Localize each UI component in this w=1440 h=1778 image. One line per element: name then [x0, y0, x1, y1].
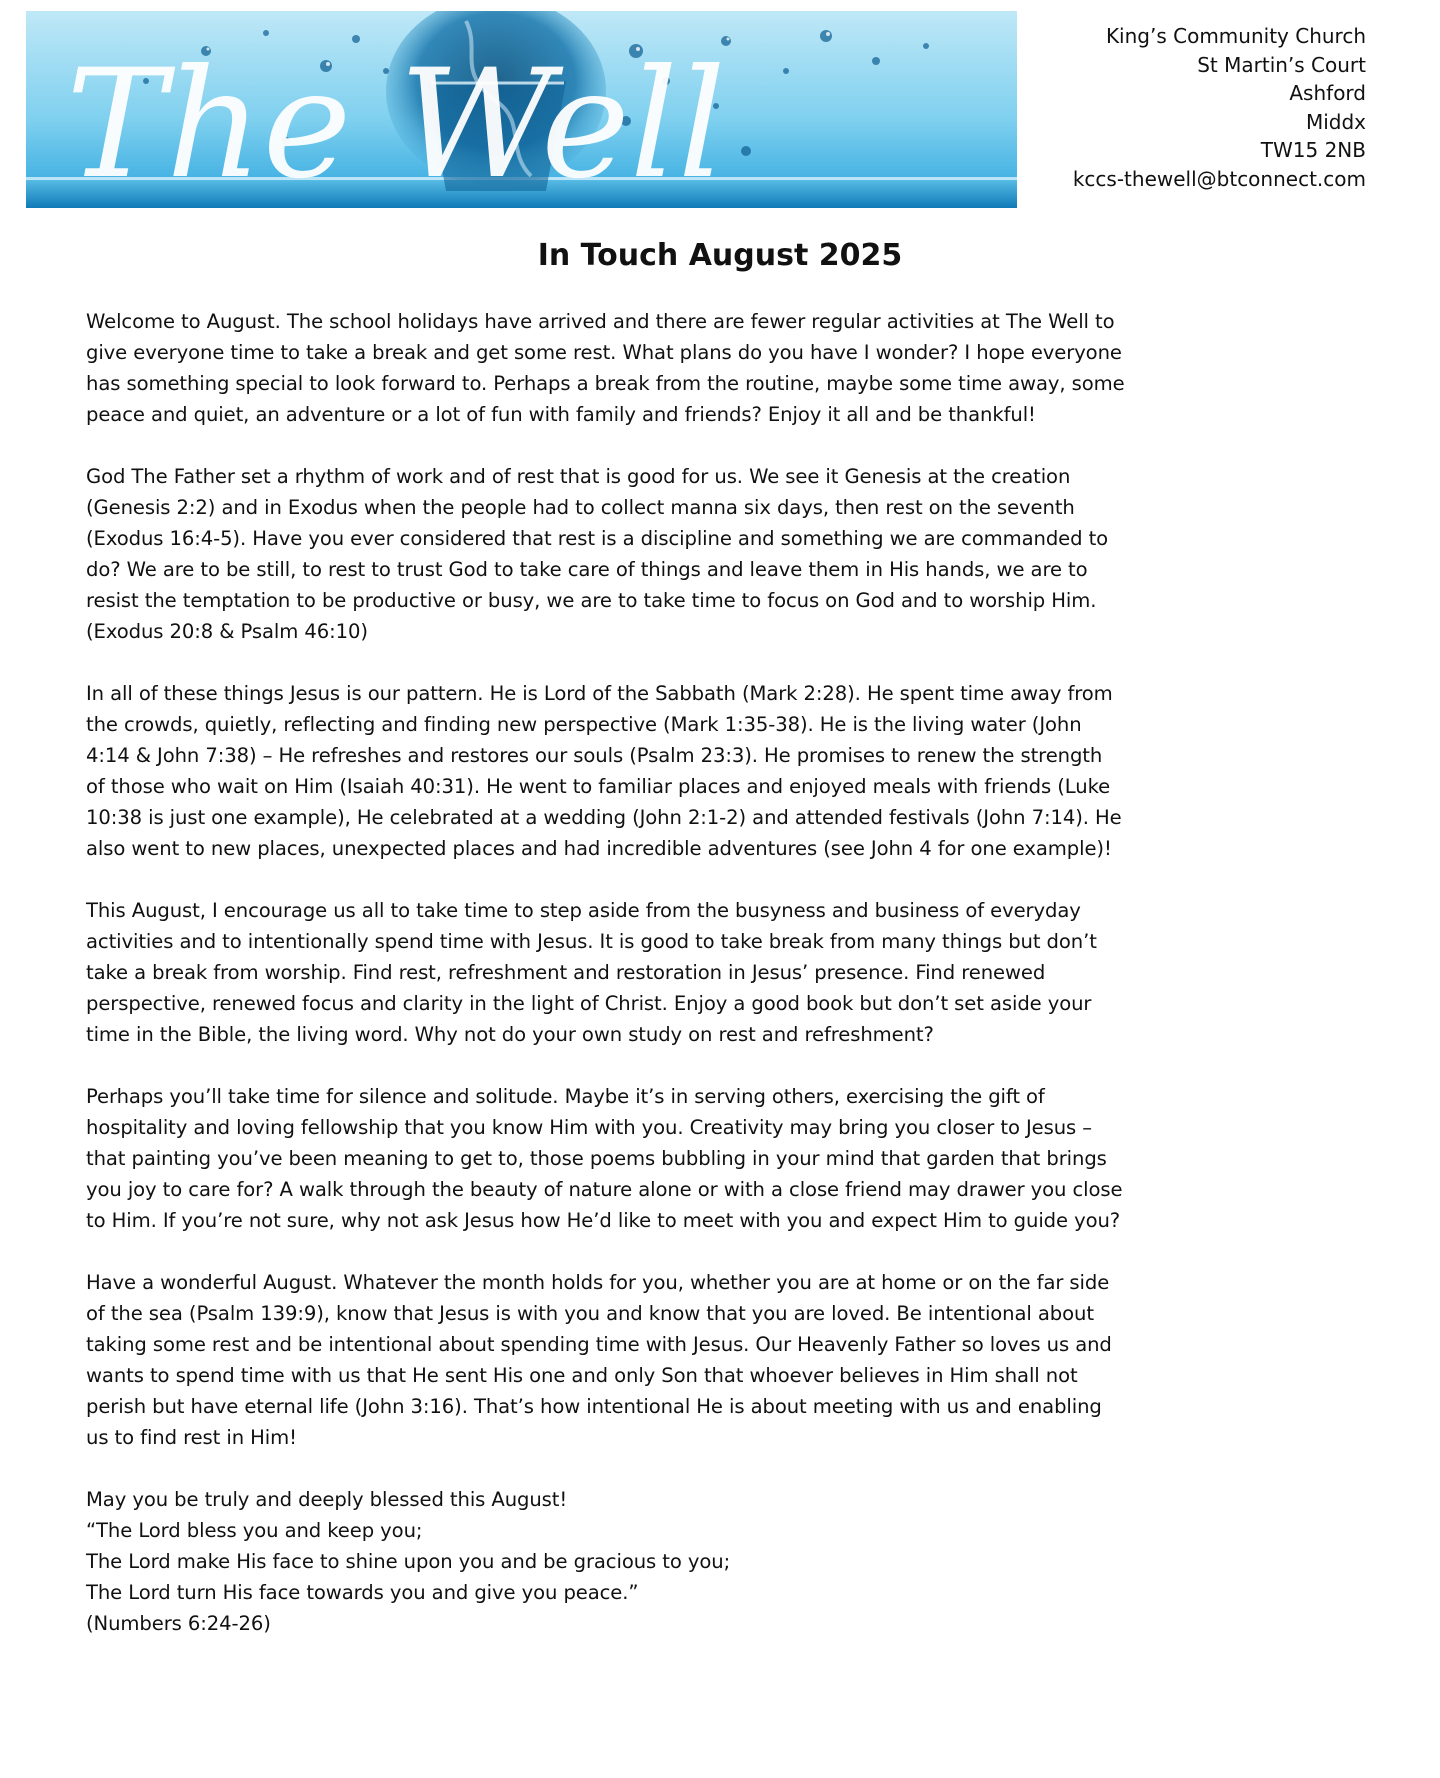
paragraph-line: wants to spend time with us that He sent His one and only Son that whoever believes in Him shall not — [86, 1364, 1078, 1387]
paragraph-line: of the sea (Psalm 139:9), know that Jesus is with you and know that you are loved. Be intentional about — [86, 1302, 1094, 1325]
paragraph-wonderful-august — [86, 1267, 1366, 1453]
address-line-court: St Martin’s Court — [1197, 52, 1366, 77]
paragraph-line: Have a wonderful August. Whatever the month holds for you, whether you are at home or on the far side — [86, 1271, 1110, 1294]
paragraph-line: 10:38 is just one example), He celebrated at a wedding (John 2:1-2) and attended festivals (John 7:14). He — [86, 806, 1122, 829]
paragraph-rhythm-of-rest — [86, 461, 1366, 647]
paragraph-line: perish but have eternal life (John 3:16). That’s how intentional He is about meeting with us and enabling — [86, 1395, 1102, 1418]
paragraph-line: to Him. If you’re not sure, why not ask Jesus how He’d like to meet with you and expect Him to guide you? — [86, 1209, 1121, 1232]
paragraph-line: In all of these things Jesus is our pattern. He is Lord of the Sabbath (Mark 2:28). He spent time away from — [86, 682, 1113, 705]
address-line-county: Middx — [1305, 109, 1366, 134]
paragraph-line: resist the temptation to be productive or busy, we are to take time to focus on God and to worship Him. — [86, 589, 1097, 612]
paragraph-line: has something special to look forward to. Perhaps a break from the routine, maybe some time away, some — [86, 372, 1125, 395]
paragraph-line: May you be truly and deeply blessed this August! — [86, 1488, 568, 1511]
church-address — [1026, 22, 1366, 193]
paragraph-welcome — [86, 306, 1366, 430]
paragraph-line: taking some rest and be intentional about spending time with Jesus. Our Heavenly Father so loves us and — [86, 1333, 1112, 1356]
paragraph-line: give everyone time to take a break and get some rest. What plans do you have I wonder? I hope everyone — [86, 341, 1122, 364]
the-well-banner — [26, 11, 1017, 208]
paragraph-jesus-pattern — [86, 678, 1366, 864]
paragraph-line: that painting you’ve been meaning to get to, those poems bubbling in your mind that garden that brings — [86, 1147, 1107, 1170]
address-line-church: King’s Community Church — [1105, 24, 1366, 48]
paragraph-line: do? We are to be still, to rest to trust God to take care of things and leave them in His hands, we are to — [86, 558, 1088, 581]
address-line-postcode: TW15 2NB — [1260, 138, 1366, 162]
paragraph-line: take a break from worship. Find rest, refreshment and restoration in Jesus’ presence. Find renewed — [86, 961, 1046, 984]
paragraph-line: us to find rest in Him! — [86, 1426, 297, 1449]
paragraph-line: Welcome to August. The school holidays have arrived and there are fewer regular activities at The Well to — [86, 310, 1115, 333]
paragraph-line: activities and to intentionally spend time with Jesus. It is good to take break from many things but don’t — [86, 930, 1097, 953]
paragraph-line: (Numbers 6:24-26) — [86, 1612, 271, 1635]
paragraph-line: The Lord make His face to shine upon you and be gracious to you; — [86, 1550, 731, 1573]
letter-body — [86, 306, 1366, 1670]
paragraph-line: This August, I encourage us all to take time to step aside from the busyness and business of everyday — [86, 899, 1081, 922]
address-email[interactable]: kccs-thewell@btconnect.com — [1072, 166, 1366, 191]
paragraph-line: you joy to care for? A walk through the beauty of nature alone or with a close friend may drawer you close — [86, 1178, 1123, 1201]
paragraph-line: of those who wait on Him (Isaiah 40:31). He went to familiar places and enjoyed meals with friends (Luke — [86, 775, 1111, 798]
paragraph-silence-solitude — [86, 1081, 1366, 1236]
paragraph-line: (Exodus 20:8 & Psalm 46:10) — [86, 620, 368, 643]
paragraph-line: the crowds, quietly, reflecting and finding new perspective (Mark 1:35-38). He is the living water (John — [86, 713, 1082, 736]
paragraph-line: “The Lord bless you and keep you; — [86, 1519, 423, 1542]
paragraph-line: time in the Bible, the living word. Why not do your own study on rest and refreshment? — [86, 1023, 934, 1046]
address-line-town: Ashford — [1289, 81, 1366, 105]
paragraph-line: perspective, renewed focus and clarity in the light of Christ. Enjoy a good book but don’t set aside your — [86, 992, 1092, 1015]
paragraph-encouragement — [86, 895, 1366, 1050]
paragraph-blessing — [86, 1484, 1366, 1639]
paragraph-line: (Exodus 16:4-5). Have you ever considered that rest is a discipline and something we are commanded to — [86, 527, 1109, 550]
paragraph-line: also went to new places, unexpected places and had incredible adventures (see John 4 for one example)! — [86, 837, 1112, 860]
paragraph-line: (Genesis 2:2) and in Exodus when the people had to collect manna six days, then rest on the seventh — [86, 496, 1075, 519]
paragraph-line: God The Father set a rhythm of work and of rest that is good for us. We see it Genesis at the creation — [86, 465, 1071, 488]
paragraph-line: hospitality and loving fellowship that you know Him with you. Creativity may bring you closer to Jesus – — [86, 1116, 1092, 1139]
page-title: In Touch August 2025 — [537, 238, 903, 273]
paragraph-line: Perhaps you’ll take time for silence and solitude. Maybe it’s in serving others, exercising the gift of — [86, 1085, 1045, 1108]
paragraph-line: 4:14 & John 7:38) – He refreshes and restores our souls (Psalm 23:3). He promises to renew the strength — [86, 744, 1103, 767]
paragraph-line: The Lord turn His face towards you and give you peace.” — [86, 1581, 639, 1604]
paragraph-line: peace and quiet, an adventure or a lot of fun with family and friends? Enjoy it all and be thankful! — [86, 403, 1036, 426]
banner-title-text: The Well — [66, 38, 726, 208]
water-glass-banner-image — [26, 11, 1017, 208]
